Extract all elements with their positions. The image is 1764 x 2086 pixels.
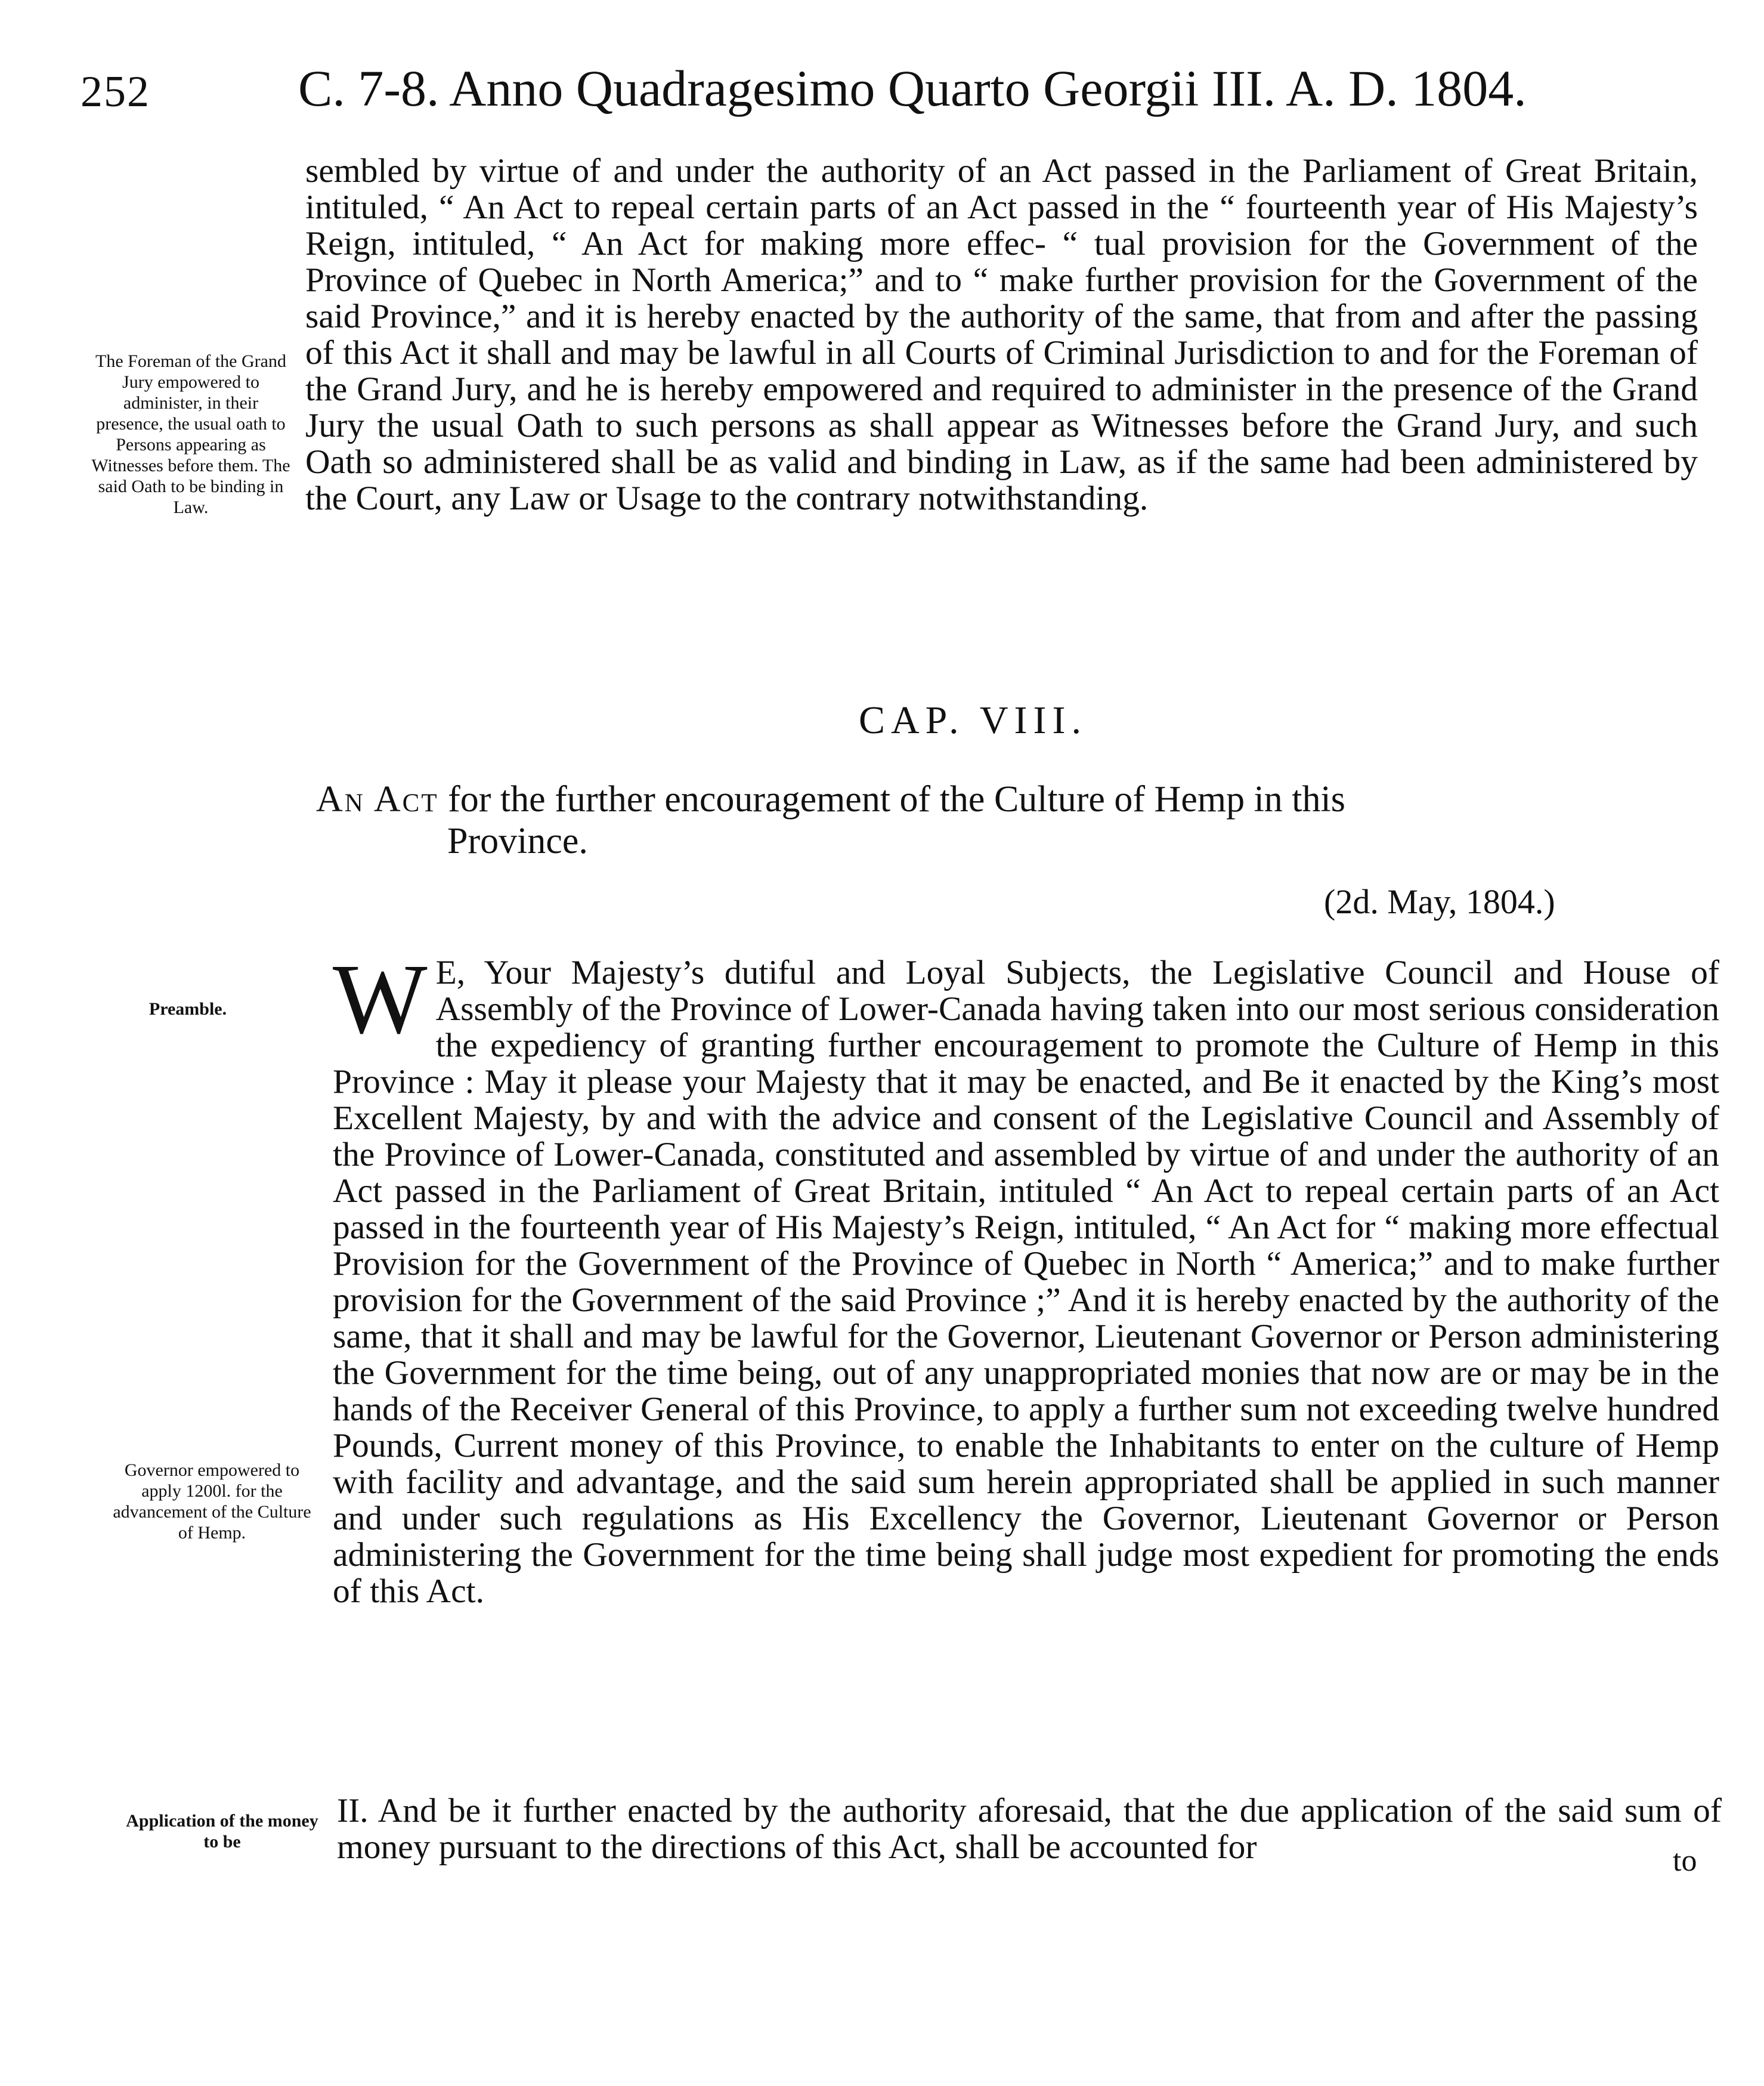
catch-word: to [1673,1844,1697,1878]
preamble-line1: E, Your Majesty’s dutiful and Loyal Subjects, the Legislative Council and [435,954,1563,991]
drop-cap: W [333,944,428,1055]
continuation-text: sembled by virtue of and under the authority of an Act passed in the Parliament of Great Britain, intituled, “ An Act to repeal certain parts of an Act passed in the “ fourteenth year of His Majesty’s Reign, intituled, “ An Act for making more effec- “ tual provision for the Government of the Province of Quebec in North America;” and to “ make further provision for the Government of the said Province,” and it is hereby enacted by the authority of the same, that from and after the passing of this Act it shall and may be lawful in all Courts of Criminal Jurisdiction to and for the Foreman of the Grand Jury, and he is hereby empowered and required to administer in the presence of the Grand Jury the usual Oath to such persons as shall appear as Witnesses before the Grand Jury, and such Oath so administered shall be as valid and binding in Law, as if the same had been administered by the Court, any Law or Usage to the contrary notwithstanding. [305,152,1698,517]
page-number: 252 [81,67,150,116]
act-title [316,778,1717,862]
section-2-paragraph [337,1793,1722,1865]
running-title: C. 7-8. Anno Quadragesimo Quarto Georgii III. A. D. 1804. [298,60,1527,117]
section-2-text: II. And be it further enacted by the authority aforesaid, that the due application of the said sum of money pursuant to the directions of this Act, shall be accounted for [337,1792,1722,1866]
act-title-lead: An Act [316,779,439,820]
margin-note-application: Application of the money to be [126,1811,318,1852]
continuation-paragraph [305,153,1698,517]
act-date: (2d. May, 1804.) [1324,882,1555,921]
margin-note-foreman: The Foreman of the Grand Jury empowered to administer, in their presence, the usual oath to Persons appearing as Witnesses before them. The said Oath to be binding in Law. [91,351,290,517]
act-title-line2: Province. [447,821,588,861]
margin-note-governor: Governor empowered to apply 1200l. for the advancement of the Culture of Hemp. [113,1460,311,1543]
preamble-body: our most serious consideration the expediency of granting further encouragement to promote the Culture of Hemp in this Province : May it please your Majesty that it may be enacted, and Be it enacted by the King’s most Excellent Majesty, by and with the advice and consent of the Legislative Council and Assembly of the Province of Lower-Canada, constituted and assembled by virtue of and under the authority of an Act passed in the Parliament of Great Britain, intituled “ An Act to repeal certain parts of an Act passed in the fourteenth year of His Majesty’s Reign, intituled, “ An Act for “ making more effectual Provision for the Government of the Province of Quebec in North “ America;” and to make further provision for the Government of the said Province ;” And it is hereby enacted by the authority of the same, that it shall and may be lawful for the Governor, Lieutenant Governor or Person administering the Government for the time being, out of any unappropriated monies that now are or may be in the hands of the Receiver General of this Province, to apply a further sum not exceeding twelve hundred Pounds, Current money of this Province, to enable the Inhabitants to enter on the culture of Hemp with facility and advantage, and the said sum herein appropriated shall be applied in such manner and under such regulations as His Excellency the Governor, Lieutenant Governor or Person administering the Government for the time being shall judge most expedient for promoting the ends of this Act. [333,990,1720,1610]
preamble-paragraph [333,944,1720,1610]
margin-note-preamble: Preamble. [148,999,227,1019]
act-title-line1: for the further encouragement of the Culture of Hemp in this [448,779,1345,820]
preamble-line2: House of Assembly of the Province of Lower-Canada having taken into [435,954,1719,1028]
chapter-heading: CAP. VIII. [859,699,1087,742]
